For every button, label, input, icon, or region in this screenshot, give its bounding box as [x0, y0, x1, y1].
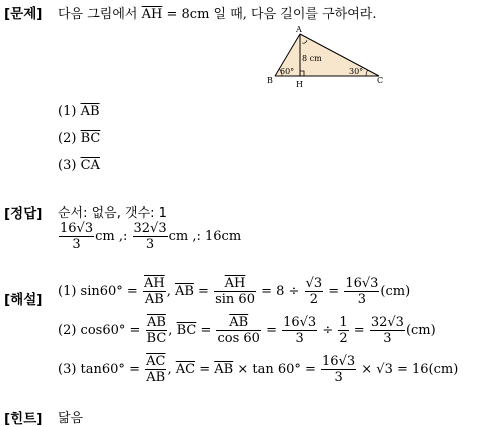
l1-frac-4: [344, 276, 379, 307]
l3-frac-2: [321, 354, 356, 385]
l3-frac-1-den: AB: [146, 370, 166, 385]
l2-frac-4-num: 1: [339, 315, 348, 330]
l1-sep: ,: [166, 284, 175, 299]
item-1: [58, 104, 100, 119]
answer-summary: 순서: 없음, 갯수: 1: [58, 206, 167, 221]
answer-frac-2-den: 3: [145, 237, 155, 252]
problem-statement: [58, 3, 376, 22]
l1-frac-4-den: 3: [357, 292, 366, 307]
l2-frac-5-num: 32√3: [370, 315, 404, 330]
l2-frac-5-den: 3: [383, 331, 392, 346]
item-3-seg: $\overline{CA}$: [80, 158, 100, 173]
problem-text-mid: = 8cm 일 때, 다음 길이를 구하여라.: [162, 7, 377, 22]
l2-frac-4-den: 2: [339, 331, 348, 346]
l3-frac-2-num: 16√3: [322, 354, 356, 369]
l1-frac-1-den: AB: [144, 292, 164, 307]
l1-frac-1-num: $\overline{AH}$: [143, 276, 165, 291]
l1-frac-3: [305, 276, 324, 307]
item-2-seg: $\overline{BC}$: [80, 131, 101, 146]
label-a: A: [296, 25, 302, 34]
l2-eq2: =: [261, 323, 282, 338]
l3-frac-1: [145, 354, 166, 385]
l1-eq3: =: [324, 284, 344, 299]
label-b: B: [267, 76, 273, 85]
l1-seg: $\overline{AB}$: [174, 284, 194, 299]
angle-c-value: 30°: [349, 67, 364, 76]
l3-seg-1: $\overline{AC}$: [175, 362, 196, 377]
length-ah-value: 8 cm: [302, 54, 322, 63]
hint-text: 닮음: [58, 411, 84, 426]
l2-frac-3-den: 3: [295, 331, 304, 346]
l2-sep: ,: [168, 323, 177, 338]
answer-tag: [정답]: [4, 206, 43, 222]
answer-frac-1-num: 16√3: [60, 221, 94, 236]
l2-frac-2: [216, 315, 260, 346]
item-1-num: (1): [58, 104, 77, 119]
problem-given-segment: $\overline{AH}$: [141, 7, 163, 22]
angle-b-value: 60°: [280, 67, 295, 76]
l2-frac-3: [282, 315, 317, 346]
explanation-tag: [해설]: [4, 292, 43, 308]
item-1-seg: $\overline{AB}$: [80, 104, 100, 119]
l2-seg: $\overline{BC}$: [176, 323, 197, 338]
l2-frac-3-num: 16√3: [283, 315, 317, 330]
l3-tail: × √3 = 16(cm): [357, 362, 459, 377]
l1-eq2: = 8 ÷: [256, 284, 304, 299]
l1-frac-3-num: √3: [305, 276, 323, 291]
l2-eq: =: [196, 323, 216, 338]
label-h: H: [296, 80, 303, 89]
l1-label: (1) sin60° =: [58, 284, 138, 299]
l3-eq: =: [195, 362, 215, 377]
l2-frac-1-num: $\overline{AB}$: [146, 315, 166, 330]
l2-unit: (cm): [405, 323, 436, 338]
explanation-line-1: [58, 276, 410, 307]
l1-frac-2-num: $\overline{AH}$: [214, 276, 256, 292]
answer-frac-1: [59, 221, 94, 252]
answer-frac-1-den: 3: [72, 237, 81, 252]
problem-tag: [문제]: [4, 6, 43, 22]
l3-times: × tan 60° =: [233, 362, 321, 377]
l3-seg-2: $\overline{AB}$: [214, 362, 234, 377]
answer-unit-1: cm ,:: [95, 229, 132, 244]
l1-unit: (cm): [380, 284, 411, 299]
l2-div: ÷: [318, 323, 338, 338]
answer-frac-2-num: 32√3: [133, 221, 167, 236]
l2-frac-1-den: BC: [146, 331, 167, 346]
l1-frac-2: [214, 276, 256, 307]
l1-frac-1: [143, 276, 166, 307]
triangle-figure: [262, 24, 388, 92]
l2-frac-1: [146, 315, 168, 346]
item-3-num: (3): [58, 158, 77, 173]
answer-values: [58, 221, 241, 252]
answer-unit-2: cm ,: 16cm: [168, 229, 242, 244]
l2-label: (2) cos60° =: [58, 323, 141, 338]
l1-eq: =: [193, 284, 214, 299]
l1-frac-2-den: sin 60: [215, 292, 255, 307]
l2-frac-2-den: cos 60: [217, 331, 260, 346]
answer-frac-2: [133, 221, 168, 252]
l2-frac-5: [370, 315, 405, 346]
l2-eq3: =: [349, 323, 369, 338]
l3-sep: ,: [167, 362, 176, 377]
l2-frac-4: [338, 315, 348, 346]
l3-frac-1-num: $\overline{AC}$: [146, 354, 166, 369]
l1-frac-4-num: 16√3: [345, 276, 379, 291]
explanation-line-3: [58, 354, 458, 385]
l3-label: (3) tan60° =: [58, 362, 140, 377]
item-2: [58, 131, 100, 146]
item-2-num: (2): [58, 131, 77, 146]
problem-text-pre: 다음 그림에서: [58, 7, 142, 22]
hint-tag: [힌트]: [4, 411, 43, 427]
l2-frac-2-num: $\overline{AB}$: [216, 315, 260, 331]
explanation-line-2: [58, 315, 436, 346]
item-3: [58, 158, 100, 173]
l1-frac-3-den: 2: [309, 292, 318, 307]
l3-frac-2-den: 3: [334, 370, 343, 385]
label-c: C: [377, 76, 384, 85]
